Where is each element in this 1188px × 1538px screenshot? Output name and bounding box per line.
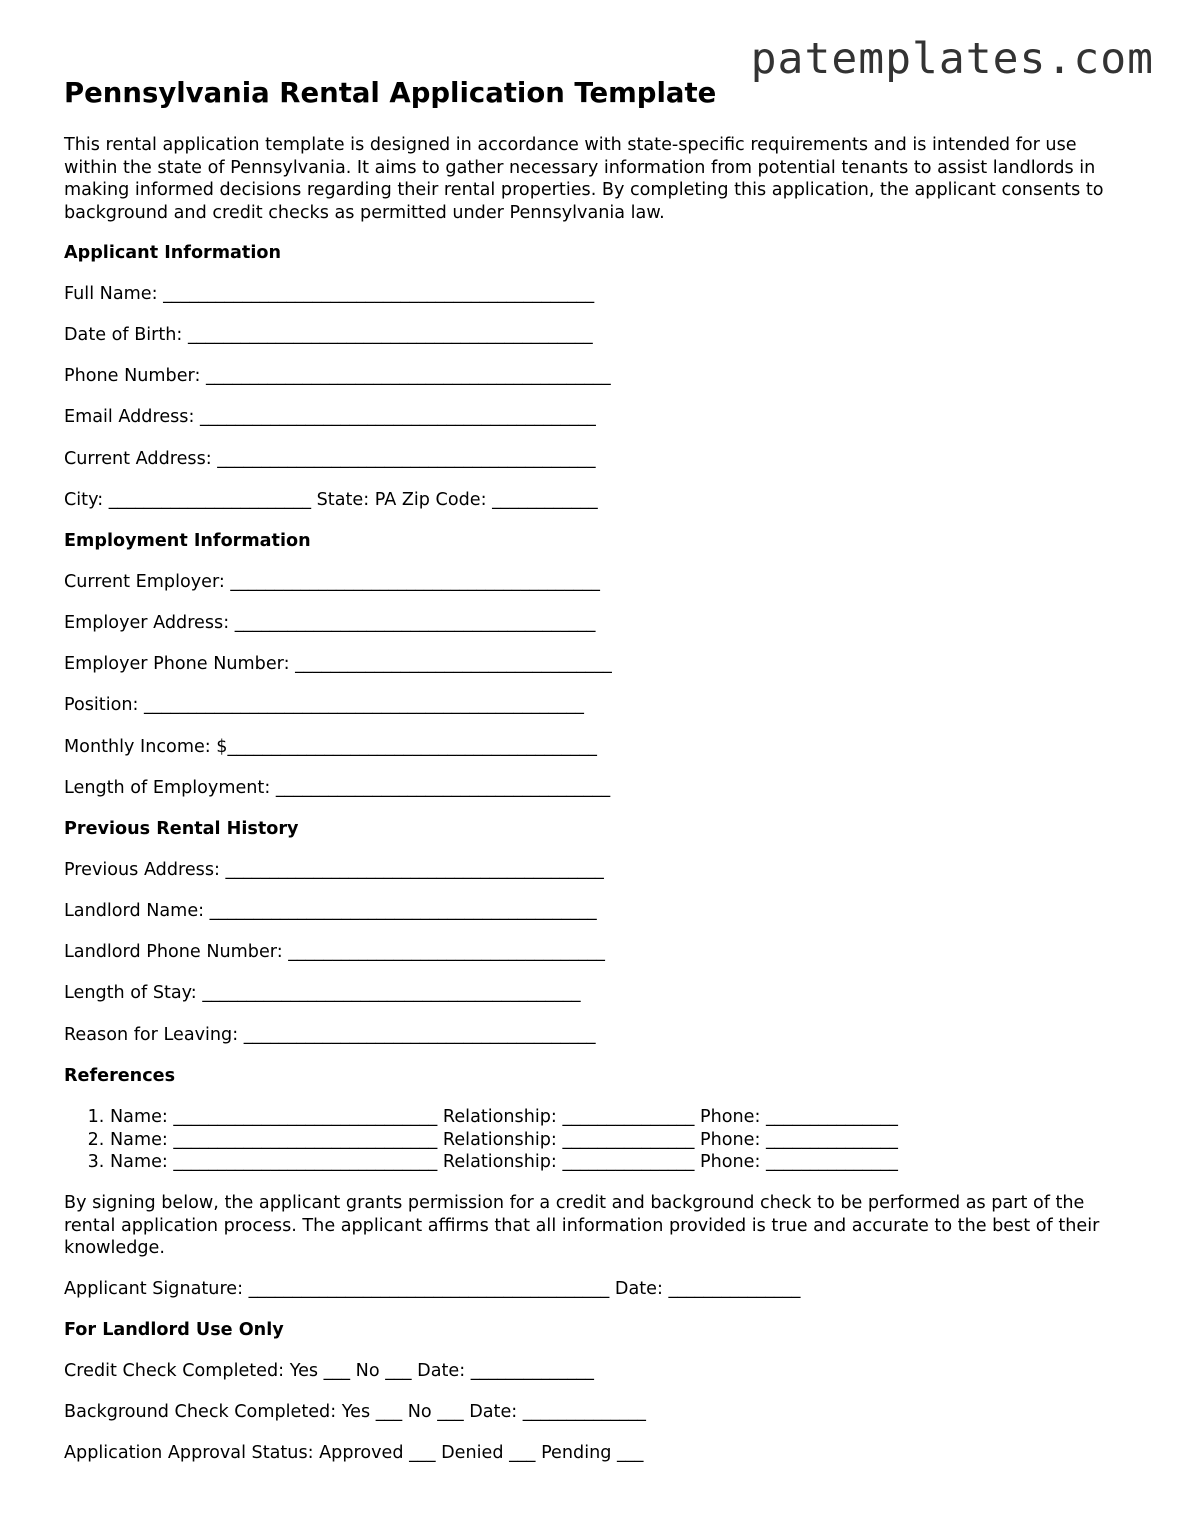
reference-item[interactable]: 1. Name: ______________________________ Relationship: _______________ Phone: _______________ [110, 1106, 898, 1129]
reference-item[interactable]: 3. Name: ______________________________ Relationship: _______________ Phone: _______________ [110, 1151, 898, 1174]
consent-paragraph: By signing below, the applicant grants permission for a credit and background check to be performed as part of the rental application process. The applicant affirms that all information provided is true and accurate to the best of their knowledge. [64, 1193, 1100, 1258]
references-list [64, 1106, 898, 1174]
employer-phone-field[interactable]: Employer Phone Number: ____________________________________ [64, 654, 612, 674]
length-of-employment-field[interactable]: Length of Employment: ______________________________________ [64, 778, 611, 798]
email-address-field[interactable]: Email Address: _____________________________________________ [64, 407, 596, 427]
intro-paragraph: This rental application template is designed in accordance with state-specific requirements and is intended for use within the state of Pennsylvania. It aims to gather necessary information from potential tenants to assist landlords in making informed decisions regarding their rental properties. By completing this application, the applicant consents to background and credit checks as permitted under Pennsylvania law. [64, 135, 1104, 223]
landlord-use-heading: For Landlord Use Only [64, 1320, 284, 1340]
page-title: Pennsylvania Rental Application Template [64, 77, 717, 109]
background-check-field[interactable]: Background Check Completed: Yes ___ No ___ Date: ______________ [64, 1402, 646, 1422]
reason-for-leaving-field[interactable]: Reason for Leaving: ________________________________________ [64, 1025, 596, 1045]
current-employer-field[interactable]: Current Employer: __________________________________________ [64, 572, 600, 592]
full-name-field[interactable]: Full Name: _________________________________________________ [64, 284, 595, 304]
rental-history-heading: Previous Rental History [64, 819, 299, 839]
monthly-income-field[interactable]: Monthly Income: $__________________________________________ [64, 737, 597, 757]
employer-address-field[interactable]: Employer Address: _________________________________________ [64, 613, 596, 633]
reference-item[interactable]: 2. Name: ______________________________ Relationship: _______________ Phone: _______________ [110, 1129, 898, 1152]
employment-heading: Employment Information [64, 531, 311, 551]
watermark: patemplates.com [750, 34, 1154, 84]
current-address-field[interactable]: Current Address: ___________________________________________ [64, 449, 596, 469]
city-state-zip-field[interactable]: City: _______________________ State: PA Zip Code: ____________ [64, 490, 598, 510]
landlord-phone-field[interactable]: Landlord Phone Number: ____________________________________ [64, 942, 605, 962]
length-of-stay-field[interactable]: Length of Stay: ___________________________________________ [64, 983, 581, 1003]
phone-number-field[interactable]: Phone Number: ______________________________________________ [64, 366, 611, 386]
date-of-birth-field[interactable]: Date of Birth: ______________________________________________ [64, 325, 593, 345]
applicant-signature-field[interactable]: Applicant Signature: _________________________________________ Date: _______________ [64, 1279, 801, 1299]
credit-check-field[interactable]: Credit Check Completed: Yes ___ No ___ Date: ______________ [64, 1361, 594, 1381]
landlord-name-field[interactable]: Landlord Name: ____________________________________________ [64, 901, 597, 921]
previous-address-field[interactable]: Previous Address: ___________________________________________ [64, 860, 604, 880]
references-heading: References [64, 1066, 176, 1086]
approval-status-field[interactable]: Application Approval Status: Approved ___ Denied ___ Pending ___ [64, 1443, 644, 1463]
applicant-heading: Applicant Information [64, 243, 281, 263]
position-field[interactable]: Position: __________________________________________________ [64, 695, 584, 715]
